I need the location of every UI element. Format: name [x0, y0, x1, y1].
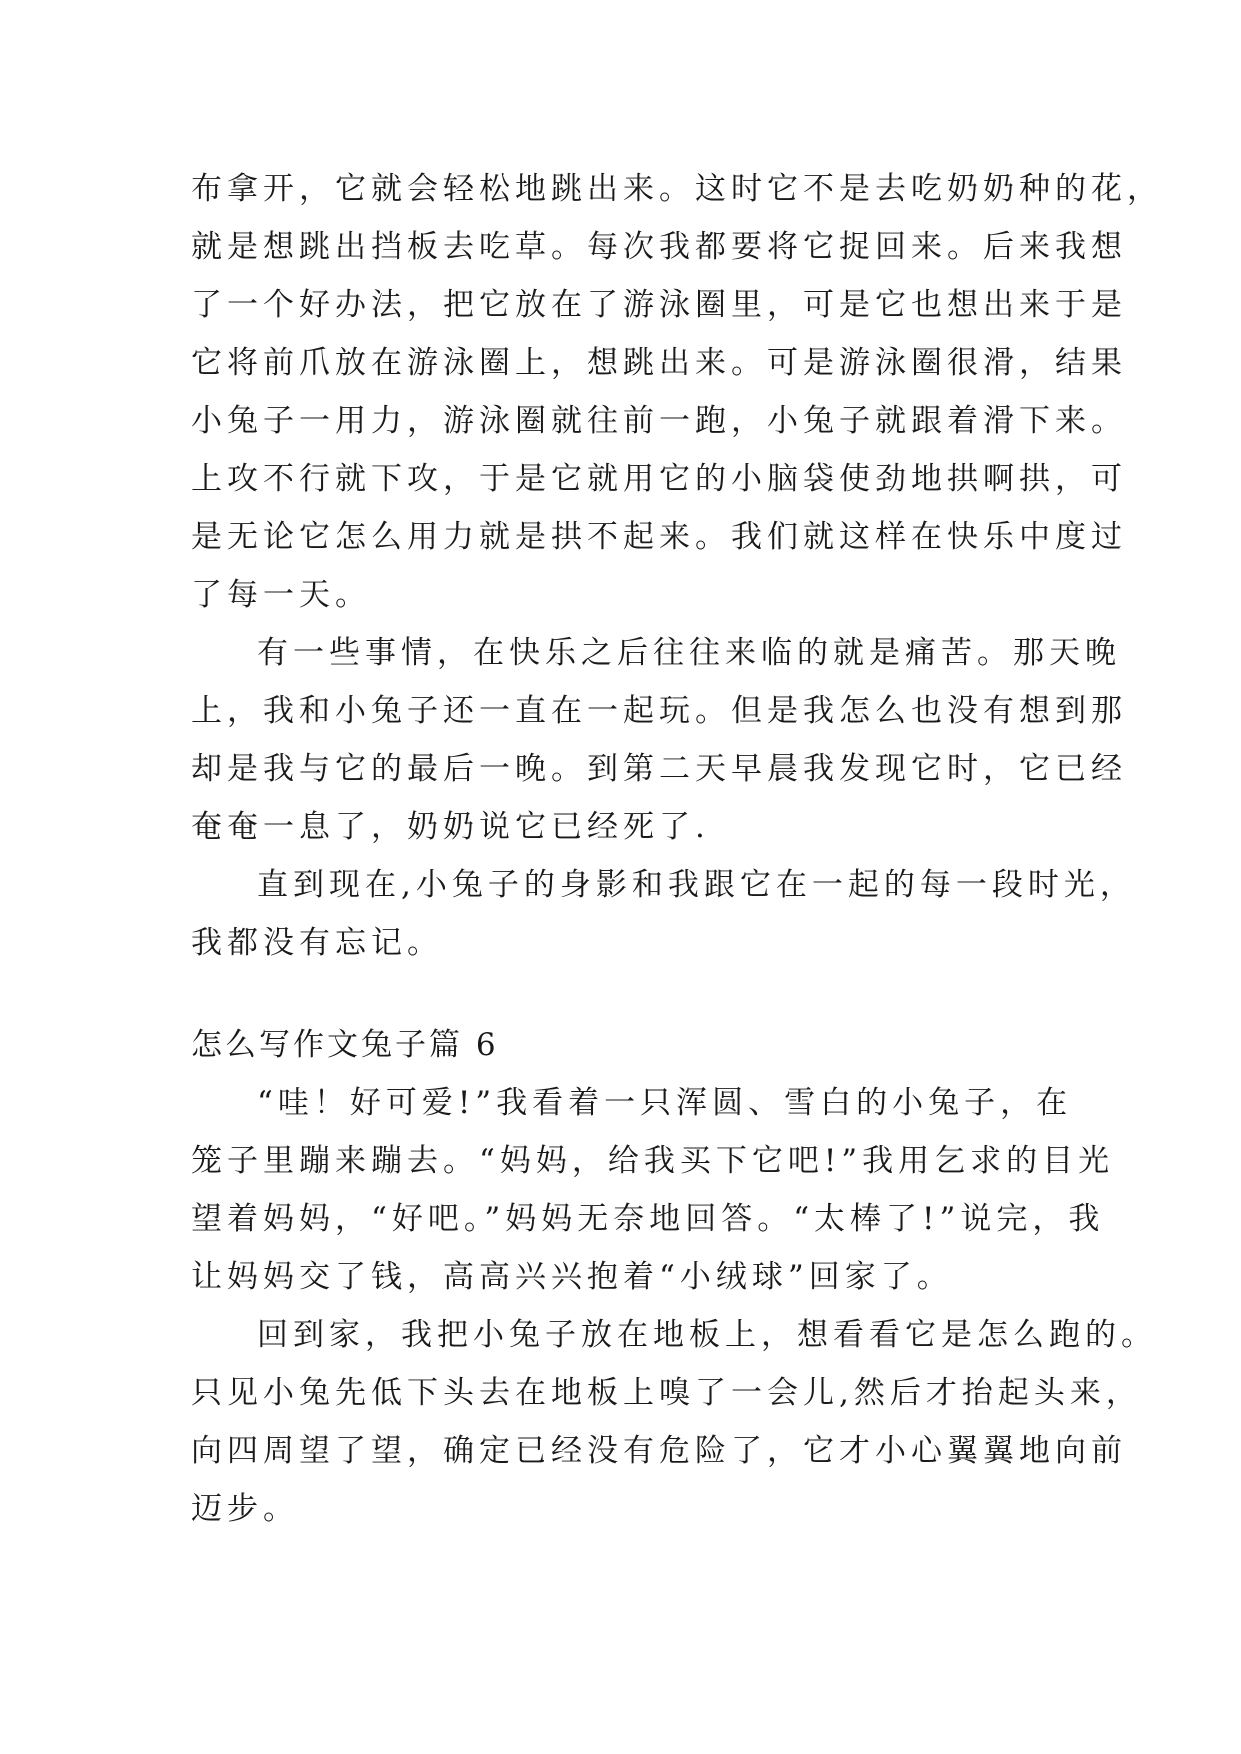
text-line: 有一些事情，在快乐之后往往来临的就是痛苦。那天晚 — [257, 635, 1121, 671]
text-line: 向四周望了望，确定已经没有危险了，它才小心翼翼地向前 — [191, 1433, 1127, 1469]
text-line: 奄奄一息了，奶奶说它已经死了. — [191, 809, 710, 845]
text-line: 迈步。 — [191, 1491, 299, 1527]
paragraph-never-forget — [191, 856, 1136, 972]
text-line: 只见小兔先低下头去在地板上嗅了一会儿,然后才抬起头来， — [191, 1375, 1142, 1411]
text-line: 布拿开，它就会轻松地跳出来。这时它不是去吃奶奶种的花， — [191, 171, 1163, 207]
text-line: 让妈妈交了钱，高高兴兴抱着“小绒球”回家了。 — [191, 1259, 953, 1295]
text-line: 上攻不行就下攻，于是它就用它的小脑袋使劲地拱啊拱，可 — [191, 461, 1127, 497]
section-heading: 怎么写作文兔子篇 6 — [191, 1027, 499, 1063]
paragraph-rabbit-escapes — [191, 160, 1163, 624]
paragraph-back-home — [191, 1306, 1157, 1538]
text-line: “哇！好可爱!”我看着一只浑圆、雪白的小兔子，在 — [257, 1085, 1073, 1121]
text-line: 却是我与它的最后一晚。到第二天早晨我发现它时，它已经 — [191, 751, 1127, 787]
text-line: 笼子里蹦来蹦去。“妈妈，给我买下它吧!”我用乞求的目光 — [191, 1143, 1115, 1179]
text-line: 了一个好办法，把它放在了游泳圈里，可是它也想出来于是 — [191, 287, 1127, 323]
text-line: 直到现在,小兔子的身影和我跟它在一起的每一段时光， — [257, 867, 1136, 903]
text-line: 望着妈妈，“好吧。”妈妈无奈地回答。“太棒了!”说完，我 — [191, 1201, 1105, 1237]
paragraph-buying-rabbit — [191, 1074, 1115, 1306]
text-line: 是无论它怎么用力就是拱不起来。我们就这样在快乐中度过 — [191, 519, 1127, 555]
text-line: 上，我和小兔子还一直在一起玩。但是我怎么也没有想到那 — [191, 693, 1127, 729]
text-line: 了每一天。 — [191, 577, 371, 613]
text-line: 它将前爪放在游泳圈上，想跳出来。可是游泳圈很滑，结果 — [191, 345, 1127, 381]
text-line: 我都没有忘记。 — [191, 925, 443, 961]
text-line: 回到家，我把小兔子放在地板上，想看看它是怎么跑的。 — [257, 1317, 1157, 1353]
text-line: 就是想跳出挡板去吃草。每次我都要将它捉回来。后来我想 — [191, 229, 1127, 265]
paragraph-last-night — [191, 624, 1127, 856]
text-line: 小兔子一用力，游泳圈就往前一跑，小兔子就跟着滑下来。 — [191, 403, 1127, 439]
